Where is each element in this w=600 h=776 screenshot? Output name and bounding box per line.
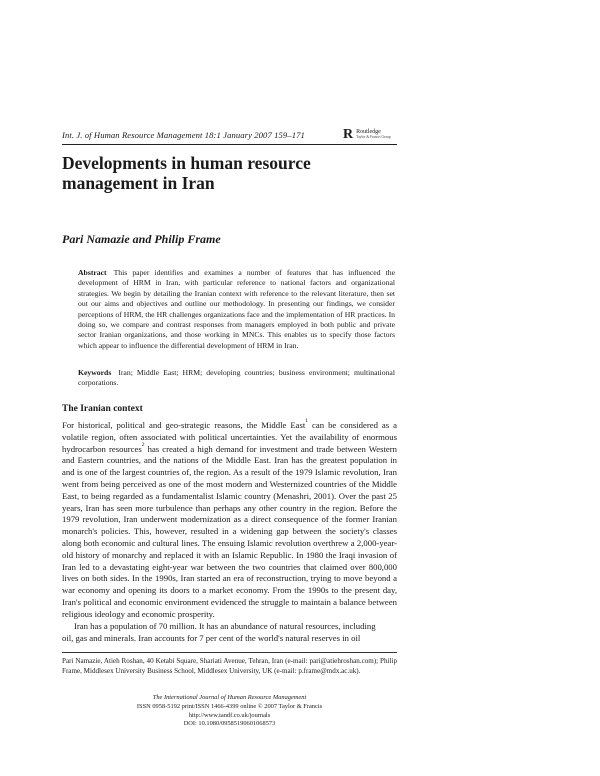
paragraph-line: Iran has a population of 70 million. It has an abundance of natural resources, including — [74, 621, 376, 631]
publisher-name: Routledge — [356, 129, 381, 135]
article-authors: Pari Namazie and Philip Frame — [62, 232, 221, 246]
article-title: Developments in human resource management in Iran — [62, 153, 311, 193]
page-footer — [62, 694, 397, 729]
journal-citation: Int. J. of Human Resource Management 18:1 January 2007 159–171 — [62, 130, 305, 140]
header-divider — [62, 144, 397, 145]
abstract — [78, 268, 395, 351]
paragraph-text: can be considered as a volatile region, often associated with political uncertainties. Yet the availability of enormous hydrocarbon resources — [62, 420, 397, 454]
footnote-marker: 1 — [305, 418, 309, 424]
section-heading: The Iranian context — [62, 404, 143, 414]
keywords-label: Keywords — [78, 368, 112, 377]
publisher-group: Taylor & Francis Group — [356, 135, 391, 139]
paragraph-text: For historical, political and geo-strategic reasons, the Middle East — [62, 420, 306, 430]
publisher-logo — [343, 128, 391, 142]
publisher-wordmark — [356, 130, 391, 140]
abstract-label: Abstract — [78, 268, 107, 277]
paragraph-line: oil, gas and minerals. Iran accounts for 7 per cent of the world's natural reserves in oil — [62, 632, 361, 643]
footnote-marker: 2 — [141, 441, 145, 448]
abstract-text: This paper identifies and examines a number of features that has influenced the development of HRM in Iran, with particular reference to national factors and organizational strategies. We begin by detailing the Iranian context with reference to the relevant literature, then set out our aims and objectives and outline our methodology. In presenting our findings, we consider perceptions of HRM, the HR challenges organizations face and the implementation of HR practices. In doing so, we compare and contrast responses from managers employed in both public and private sector Iranian organizations, and those working in MNCs. This enables us to specify those factors which appear to influence the differential development of HRM in Iran. — [78, 268, 395, 350]
body-paragraph — [62, 621, 397, 645]
footer-doi: DOI: 10.1080/09585190601068573 — [183, 720, 276, 728]
footnote-divider — [62, 652, 397, 653]
footer-journal-name: The International Journal of Human Resource Management — [152, 694, 307, 701]
paragraph-text: has created a high demand for investment and trade between Western and Eastern countries, and the nations of the Middle East. Iran has the greatest population in and is one of the largest countries of, the region. As a result of the 1979 Islamic revolution, Iran went from being perceived as one of the most modern and Westernized countries of the Middle East, to being regarded as a fundamentalist Islamic country (Menashri, 2001). Over the past 25 years, Iran has seen more turbulence than perhaps any other country in the region. Before the 1979 revolution, Iran underwent modernization as a direct consequence of the former Iranian monarch's policies. This, however, resulted in a widening gap between the society's classes along both economic and cultural lines. The ensuing Islamic revolution overthrew a 2,000-year-old history of monarchy and replaced it with an Islamic Republic. In 1980 the Iraqi invasion of Iran led to a devastating eight-year war between the two countries that claimed over 800,000 lives on both sides. In the 1990s, Iran started an era of reconstruction, trying to move beyond a war economy and opening its doors to a market economy. From the 1990s to the present day, Iran's political and economic environment evidenced the struggle to maintain a balance between religious ideology and economic prosperity. — [62, 443, 397, 619]
author-affiliation: Pari Namazie, Atieh Roshan, 40 Ketabi Square, Shariati Avenue, Tehran, Iran (e-mail: pari@atiehroshan.com); Philip Frame, Middlesex University Business School, Middlesex University, UK (e-mail: p.frame@mdx.ac.uk). — [62, 657, 397, 675]
keywords — [78, 368, 395, 389]
routledge-logo-icon: R — [343, 127, 354, 142]
footer-url: http://www.tandf.co.uk/journals — [188, 711, 271, 719]
footer-issn: ISSN 0958-5192 print/ISSN 1466-4399 online © 2007 Taylor & Francis — [136, 702, 323, 710]
body-paragraph — [62, 420, 397, 621]
keywords-text: Iran; Middle East; HRM; developing countries; business environment; multinational corporations. — [78, 368, 395, 388]
